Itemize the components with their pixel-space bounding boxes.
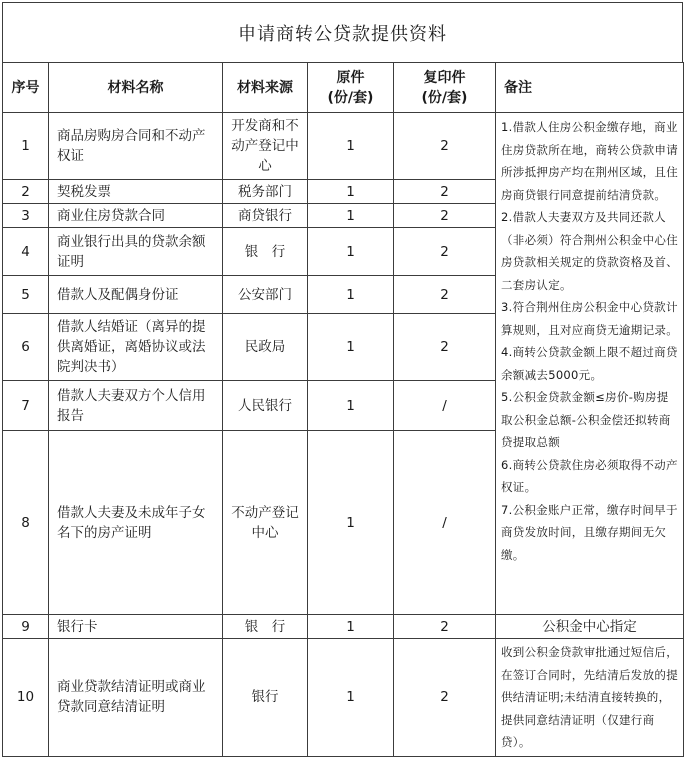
row-copy: 2 xyxy=(394,180,496,204)
row-original: 1 xyxy=(308,180,394,204)
row-material-name: 商业贷款结清证明或商业贷款同意结清证明 xyxy=(49,639,223,757)
row-material-name: 借款人及配偶身份证 xyxy=(49,276,223,314)
row-copy: 2 xyxy=(394,113,496,180)
row-original: 1 xyxy=(308,314,394,381)
note-item: 4.商转公贷款金额上限不超过商贷余额减去5000元。 xyxy=(501,345,678,382)
note-item: 1.借款人住房公积金缴存地，商业住房贷款所在地，商转公贷款申请所涉抵押房产均在荆州区域，且住房商贷银行同意提前结清贷款。 xyxy=(501,120,678,202)
row-seq: 8 xyxy=(3,431,49,615)
row-seq: 6 xyxy=(3,314,49,381)
note-main xyxy=(496,113,684,615)
row-material-name: 借款人夫妻双方个人信用报告 xyxy=(49,381,223,431)
row-source: 人民银行 xyxy=(223,381,308,431)
document-title: 申请商转公贷款提供资料 xyxy=(2,2,683,62)
row-source: 税务部门 xyxy=(223,180,308,204)
header-original: 原件 (份/套) xyxy=(308,63,394,113)
row-copy: 2 xyxy=(394,228,496,276)
header-note: 备注 xyxy=(496,63,684,113)
row-copy: 2 xyxy=(394,314,496,381)
row-material-name: 借款人夫妻及未成年子女名下的房产证明 xyxy=(49,431,223,615)
note-item: 5.公积金贷款金额≤房价-购房提取公积金总额-公积金偿还拟转商贷提取总额 xyxy=(501,390,671,449)
note-item: 6.商转公贷款住房必须取得不动产权证。 xyxy=(501,457,678,494)
row-material-name: 银行卡 xyxy=(49,615,223,639)
row-original: 1 xyxy=(308,431,394,615)
row-material-name: 商业银行出具的贷款余额证明 xyxy=(49,228,223,276)
row-original: 1 xyxy=(308,113,394,180)
row-source: 银行 xyxy=(223,639,308,757)
row-source: 银 行 xyxy=(223,228,308,276)
row-source: 商贷银行 xyxy=(223,204,308,228)
header-name: 材料名称 xyxy=(49,63,223,113)
row-material-name: 契税发票 xyxy=(49,180,223,204)
row-seq: 4 xyxy=(3,228,49,276)
row-material-name: 商业住房贷款合同 xyxy=(49,204,223,228)
note-item: 2.借款人夫妻双方及共同还款人（非必须）符合荆州公积金中心住房贷款相关规定的贷款资格及首、二套房认定。 xyxy=(501,210,678,292)
row-copy: / xyxy=(394,381,496,431)
row-copy: 2 xyxy=(394,276,496,314)
table-row xyxy=(3,113,684,180)
row-source: 银 行 xyxy=(223,615,308,639)
row-seq: 5 xyxy=(3,276,49,314)
row-source: 开发商和不动产登记中心 xyxy=(223,113,308,180)
row-seq: 10 xyxy=(3,639,49,757)
table-row xyxy=(3,615,684,639)
note-item: 3.符合荆州住房公积金中心贷款计算规则，且对应商贷无逾期记录。 xyxy=(501,300,678,337)
row-copy: 2 xyxy=(394,639,496,757)
row-copy: / xyxy=(394,431,496,615)
row-seq: 1 xyxy=(3,113,49,180)
row-original: 1 xyxy=(308,639,394,757)
row-original: 1 xyxy=(308,276,394,314)
row-copy: 2 xyxy=(394,204,496,228)
header-copy: 复印件 (份/套) xyxy=(394,63,496,113)
row-original: 1 xyxy=(308,228,394,276)
row-original: 1 xyxy=(308,204,394,228)
row-source: 公安部门 xyxy=(223,276,308,314)
note-item: 7.公积金账户正常，缴存时间早于商贷发放时间，且缴存期间无欠缴。 xyxy=(501,502,678,562)
header-seq: 序号 xyxy=(3,63,49,113)
note-row-10: 收到公积金贷款审批通过短信后，在签订合同时，先结清后发放的提供结清证明;未结清直接转换的，提供同意结清证明（仅建行商贷）。 xyxy=(496,639,684,757)
row-source: 不动产登记中心 xyxy=(223,431,308,615)
materials-table xyxy=(2,62,684,757)
table-row xyxy=(3,639,684,757)
row-material-name: 借款人结婚证（离异的提供离婚证，离婚协议或法院判决书） xyxy=(49,314,223,381)
row-original: 1 xyxy=(308,615,394,639)
row-seq: 2 xyxy=(3,180,49,204)
row-original: 1 xyxy=(308,381,394,431)
row-material-name: 商品房购房合同和不动产权证 xyxy=(49,113,223,180)
row-seq: 9 xyxy=(3,615,49,639)
row-source: 民政局 xyxy=(223,314,308,381)
row-seq: 7 xyxy=(3,381,49,431)
table-header-row xyxy=(3,63,684,113)
header-source: 材料来源 xyxy=(223,63,308,113)
row-copy: 2 xyxy=(394,615,496,639)
note-row-9: 公积金中心指定 xyxy=(496,615,684,639)
row-seq: 3 xyxy=(3,204,49,228)
